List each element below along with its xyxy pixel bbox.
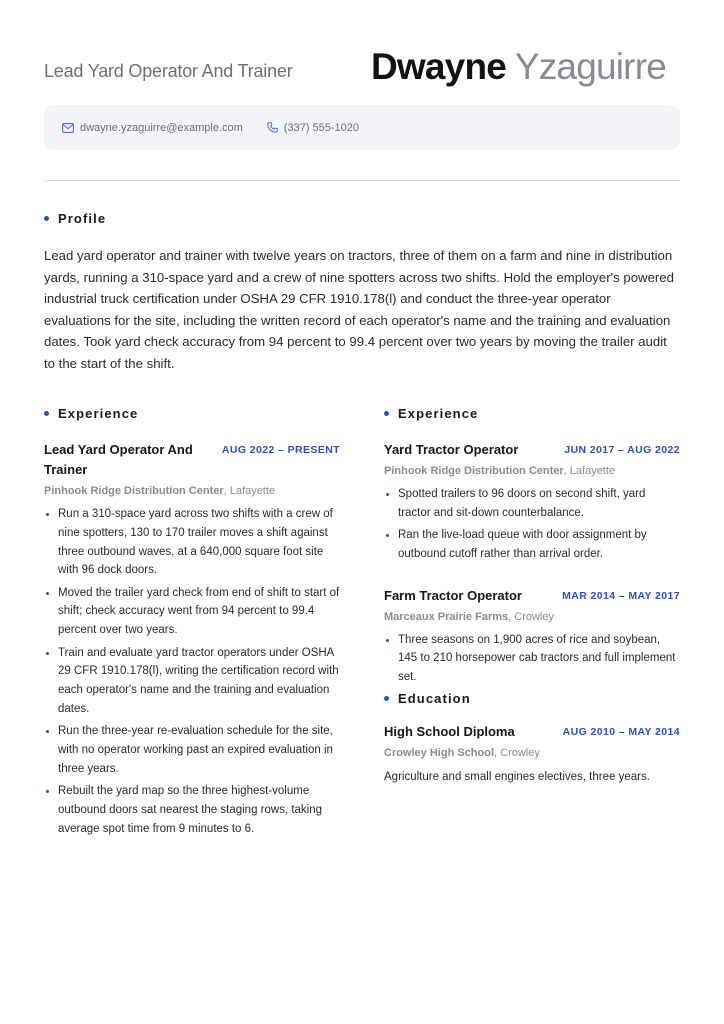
bullet-dot-icon [44,411,49,416]
education-note: Agriculture and small engines electives, three years. [384,770,650,783]
job-dates: AUG 2022 – PRESENT [221,444,340,456]
mail-icon [62,123,74,133]
header-divider [44,180,680,181]
phone-icon [267,122,278,133]
experience-column-left [44,440,340,842]
contact-email[interactable] [62,122,243,134]
job-bullets [384,485,680,564]
list-item: Ran the live-load queue with door assignment by outbound cutoff rather than arrival order. [384,526,680,564]
job-dates: JUN 2017 – AUG 2022 [564,444,680,456]
job-dates: MAR 2014 – MAY 2017 [562,589,680,602]
section-heading-profile: Profile [44,211,106,226]
list-item: Run a 310-space yard across two shifts with a crew of nine spotters, 130 to 170 trailer moves a shift against three outbound waves, at a 640,000 square foot site with 96 dock doors. [44,505,340,580]
list-item: Three seasons on 1,900 acres of rice and soybean, 145 to 210 horsepower cab tractors and full implement set. [384,631,680,687]
degree-title: High School Diploma [384,723,515,739]
job-title: Yard Tractor Operator [384,442,519,457]
list-item: Spotted trailers to 96 doors on second shift, yard tractor and sit-down counterbalance. [384,485,680,523]
candidate-name [371,46,666,88]
section-heading-education: Education [384,691,680,706]
contact-bar [44,105,680,150]
section-heading-experience: Experience [44,406,138,421]
section-heading-experience-continued: Experience [384,406,478,421]
education-entry [384,722,680,787]
list-item: Train and evaluate yard tractor operators under OSHA 29 CFR 1910.178(l), writing the certification record with each operator's name and the training and evaluation dates. [44,644,340,719]
job-entry [384,440,680,564]
first-name: Dwayne [370,46,507,87]
bullet-dot-icon [384,411,389,416]
job-entry [384,586,680,687]
last-name: Yzaguirre [514,46,666,87]
job-entry [44,440,340,839]
email-text: dwayne.yzaguirre@example.com [80,121,243,134]
list-item: Moved the trailer yard check from end of shift to start of shift; check accuracy went from 94 percent to 99.4 percent over two years. [44,584,340,640]
job-role-title: Lead Yard Operator And Trainer [44,61,293,81]
bullet-dot-icon [384,696,389,701]
experience-column-right [384,440,680,786]
list-item: Rebuilt the yard map so the three highest-volume outbound doors sat nearest the staging rows, taking average spot time from 9 minutes to 6. [44,782,340,838]
job-title: Lead Yard Operator And Trainer [44,442,193,477]
job-organization: Pinhook Ridge Distribution Center, Lafayette [44,485,276,497]
phone-text: (337) 555-1020 [283,121,360,134]
job-title: Farm Tractor Operator [384,587,522,603]
resume-header [44,44,680,88]
profile-summary: Lead yard operator and trainer with twelve years on tractors, three of them on a farm and nine in distribution yards, running a 310-space yard and a crew of nine spotters across two shifts. Hold the employer's powered industrial truck certification under OSHA 29 CFR 1910.178(l) and conduct the three-year operator evaluations for the site, including the written record of each operator's name and the training and evaluation dates. Took yard check accuracy from 94 percent to 99.4 percent over two years by moving the trailer audit to the start of the shift. [44,248,674,371]
job-organization: Marceaux Prairie Farms, Crowley [384,610,554,623]
education-dates: AUG 2010 – MAY 2014 [562,725,680,738]
bullet-dot-icon [44,216,49,221]
job-bullets [44,505,340,839]
contact-phone[interactable] [267,122,359,134]
job-bullets [384,631,680,687]
job-organization: Pinhook Ridge Distribution Center, Lafayette [384,465,616,477]
list-item: Run the three-year re-evaluation schedule for the site, with no operator working past an expired evaluation in three years. [44,722,340,778]
school-name: Crowley High School, Crowley [384,746,540,759]
